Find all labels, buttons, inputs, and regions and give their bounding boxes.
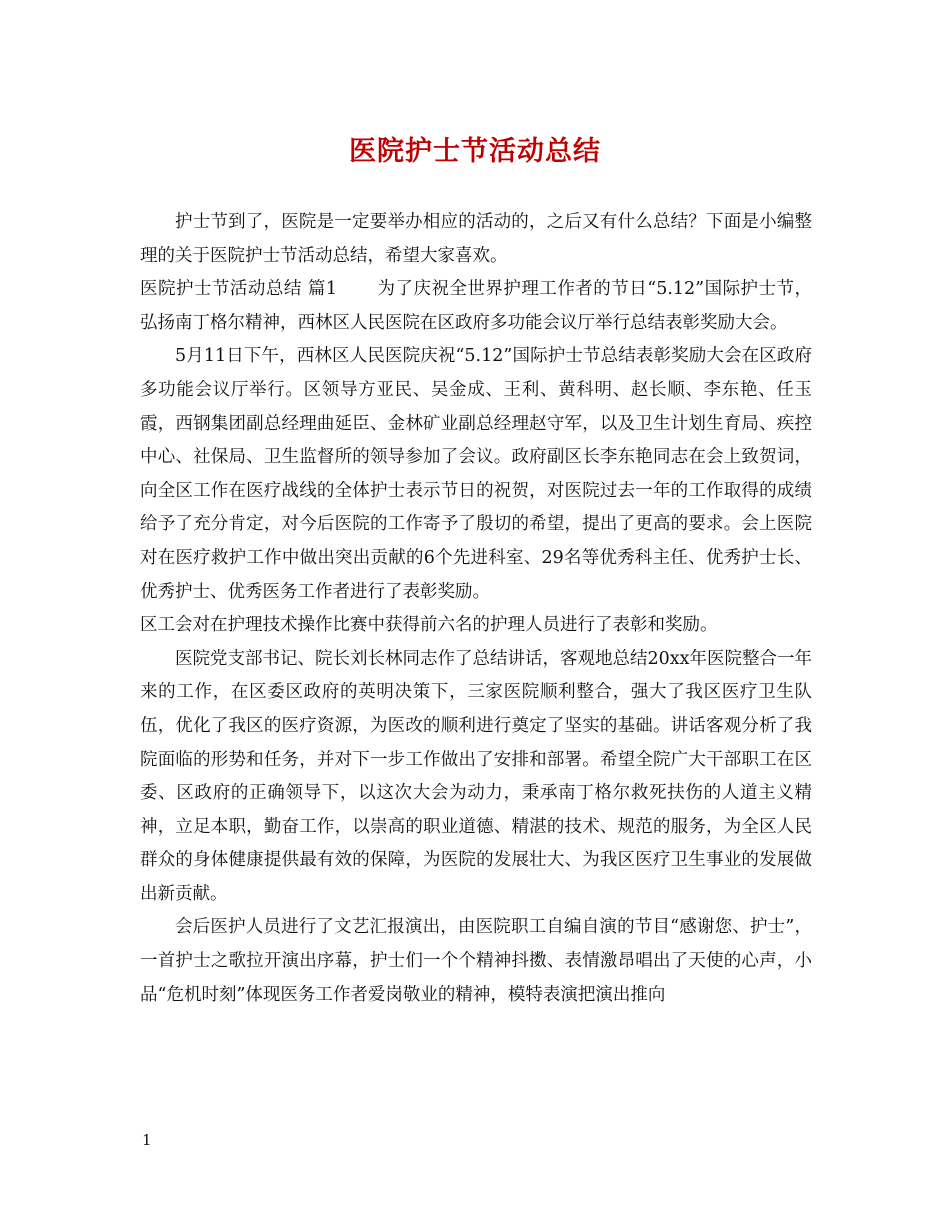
section-lead: 为了庆祝全世界护理工作者的节日“5.12”国际护士节，弘扬南丁格尔精神，西林区人民医院在区政府多功能会议厅举行总结表彰奖励大会。 (140, 279, 812, 333)
document-body (140, 206, 812, 1012)
section-heading: 医院护士节活动总结 篇1 (140, 279, 338, 300)
page-number: 1 (142, 1131, 152, 1149)
document-title: 医院护士节活动总结 (349, 136, 601, 167)
section-paragraph (140, 273, 812, 340)
intro-paragraph: 护士节到了，医院是一定要举办相应的活动的，之后又有什么总结？下面是小编整理的关于医院护士节活动总结，希望大家喜欢。 (140, 212, 812, 266)
body-paragraph-speech: 医院党支部书记、院长刘长林同志作了总结讲话，客观地总结20xx年医院整合一年来的工作，在区委区政府的英明决策下，三家医院顺利整合，强大了我区医疗卫生队伍，优化了我区的医疗资源，为医改的顺利进行奠定了坚实的基础。讲话客观分析了我院面临的形势和任务，并对下一步工作做出了安排和部署。希望全院广大干部职工在区委、区政府的正确领导下，以这次大会为动力，秉承南丁格尔救死扶伤的人道主义精神，立足本职，勤奋工作，以崇高的职业道德、精湛的技术、规范的服务，为全区人民群众的身体健康提供最有效的保障，为医院的发展壮大、为我区医疗卫生事业的发展做出新贡献。 (140, 648, 813, 904)
body-paragraph-union: 区工会对在护理技术操作比赛中获得前六名的护理人员进行了表彰和奖励。 (140, 615, 718, 636)
body-paragraph-meeting: 5月11日下午，西林区人民医院庆祝“5.12”国际护士节总结表彰奖励大会在区政府多功能会议厅举行。区领导方亚民、吴金成、王利、黄科明、赵长顺、李东艳、任玉霞，西钢集团副总经理曲延臣、金林矿业副总经理赵守军，以及卫生计划生育局、疾控中心、社保局、卫生监督所的领导参加了会议。政府副区长李东艳同志在会上致贺词，向全区工作在医疗战线的全体护士表示节日的祝贺，对医院过去一年的工作取得的成绩给予了充分肯定，对今后医院的工作寄予了殷切的希望，提出了更高的要求。会上医院对在医疗救护工作中做出突出贡献的6个先进科室、29名等优秀科主任、优秀护士长、优秀护士、优秀医务工作者进行了表彰奖励。 (140, 346, 812, 602)
body-paragraph-performance: 会后医护人员进行了文艺汇报演出，由医院职工自编自演的节目“感谢您、护士”，一首护士之歌拉开演出序幕，护士们一个个精神抖擞、表情激昂唱出了天使的心声，小品“危机时刻”体现医务工作者爱岗敬业的精神，模特表演把演出推向 (140, 917, 812, 1005)
